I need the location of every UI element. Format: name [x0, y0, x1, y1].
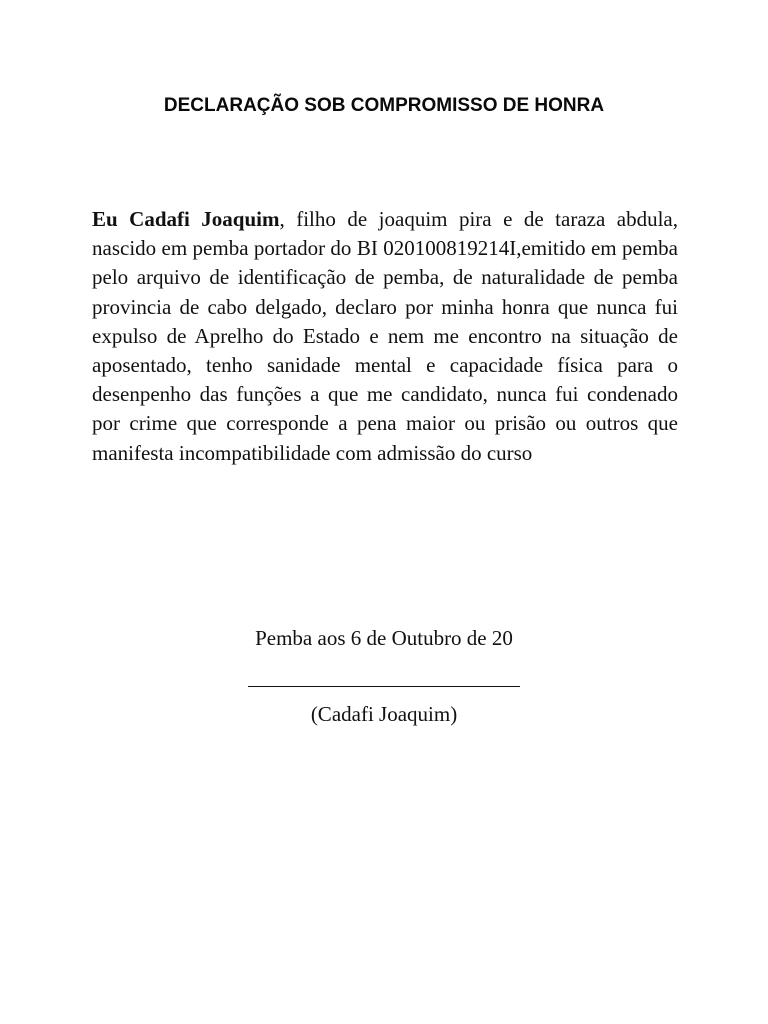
- declaration-body-text: , filho de joaquim pira e de taraza abdula, nascido em pemba portador do BI 020100819214I,emitido em pemba pelo arquivo de identificação de pemba, de naturalidade de pemba provincia de cabo delgado, declaro por minha honra que nunca fui expulso de Aprelho do Estado e nem me encontro na situação de aposentado, tenho sanidade mental e capacidade física para o desenpenho das funções a que me candidato, nunca fui condenado por crime que corresponde a pena maior ou prisão ou outros que manifesta incompatibilidade com admissão do curso: [92, 207, 678, 465]
- signature-name: (Cadafi Joaquim): [310, 702, 458, 726]
- document-title: DECLARAÇÃO SOB COMPROMISSO DE HONRA: [163, 95, 605, 116]
- place-date: Pemba aos 6 de Outubro de 20: [255, 626, 513, 650]
- declarant-name: Eu Cadafi Joaquim: [92, 207, 280, 231]
- signature-line: [248, 686, 520, 687]
- declaration-paragraph: [92, 205, 678, 468]
